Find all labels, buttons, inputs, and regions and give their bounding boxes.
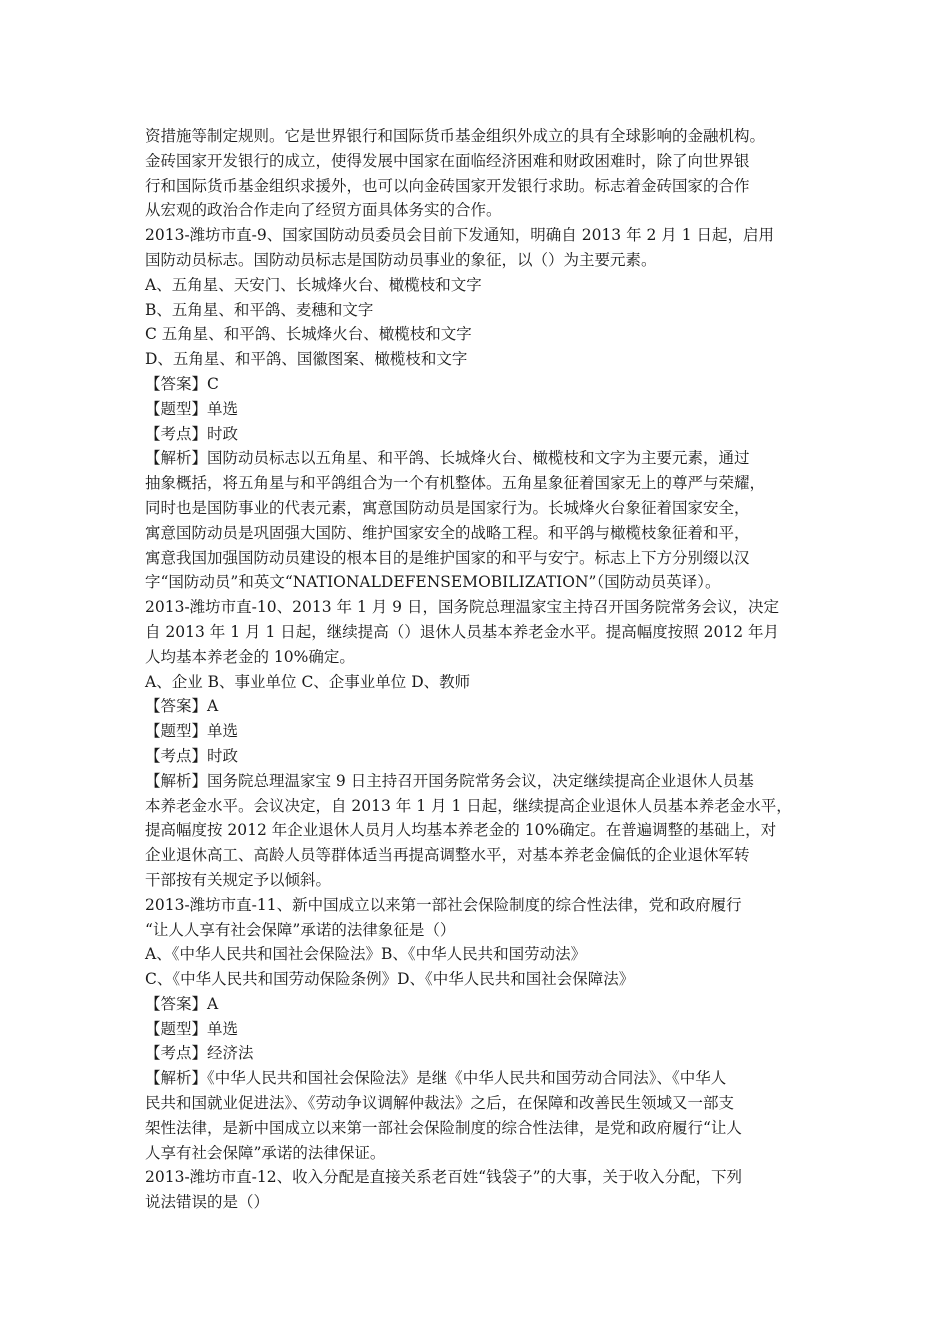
text-line: 资措施等制定规则。它是世界银行和国际货币基金组织外成立的具有全球影响的金融机构。	[145, 127, 766, 145]
question-line: “让人人享有社会保障”承诺的法律象征是（）	[145, 920, 456, 939]
question-line: 人均基本养老金的 10%确定。	[145, 647, 355, 666]
analysis-line: 本养老金水平。会议决定，自 2013 年 1 月 1 日起，继续提高企业退休人员基本养老金水平，	[145, 796, 792, 815]
answer-line: 【答案】C	[145, 374, 219, 393]
analysis-line: 【解析】国务院总理温家宝 9 日主持召开国务院常务会议，决定继续提高企业退休人员基	[145, 771, 754, 790]
analysis-line: 架性法律，是新中国成立以来第一部社会保险制度的综合性法律，是党和政府履行“让人	[145, 1118, 742, 1137]
question-line: 自 2013 年 1 月 1 日起，继续提高（）退休人员基本养老金水平。提高幅度按照 2012 年月	[145, 622, 780, 641]
analysis-line: 人享有社会保障”承诺的法律保证。	[145, 1143, 386, 1162]
analysis-line: 干部按有关规定予以倾斜。	[145, 870, 332, 889]
option-line: C、《中华人民共和国劳动保险条例》D、《中华人民共和国社会保障法》	[145, 970, 635, 989]
option-line: A、五角星、天安门、长城烽火台、橄榄枝和文字	[145, 275, 482, 294]
question-line: 2013-潍坊市直-9、国家国防动员委员会目前下发通知，明确自 2013 年 2 月 1 日起，启用	[145, 226, 775, 245]
analysis-line: 抽象概括，将五角星与和平鸽组合为一个有机整体。五角星象征着国家无上的尊严与荣耀，	[145, 474, 766, 493]
option-line: A、企业 B、事业单位 C、企事业单位 D、教师	[145, 672, 471, 691]
analysis-line: 寓意国防动员是巩固强大国防、维护国家安全的战略工程。和平鸽与橄榄枝象征着和平，	[145, 523, 750, 542]
analysis-line: 同时也是国防事业的代表元素，寓意国防动员是国家行为。长城烽火台象征着国家安全，	[145, 498, 750, 517]
analysis-line: 【解析】《中华人民共和国社会保险法》是继《中华人民共和国劳动合同法》、《中华人	[145, 1069, 727, 1088]
question-line: 2013-潍坊市直-11、新中国成立以来第一部社会保险制度的综合性法律，党和政府履行	[145, 895, 742, 914]
option-line: A、《中华人民共和国社会保险法》B、《中华人民共和国劳动法》	[145, 945, 587, 964]
option-line: D、五角星、和平鸽、国徽图案、橄榄枝和文字	[145, 350, 468, 369]
analysis-line: 企业退休高工、高龄人员等群体适当再提高调整水平，对基本养老金偏低的企业退休军转	[145, 846, 750, 865]
type-line: 【题型】单选	[145, 722, 239, 741]
topic-line: 【考点】经济法	[145, 1044, 254, 1063]
analysis-line: 寓意我国加强国防动员建设的根本目的是维护国家的和平与安宁。标志上下方分别缀以汉	[145, 548, 750, 567]
question-line: 国防动员标志。国防动员标志是国防动员事业的象征，以（）为主要元素。	[145, 250, 657, 269]
text-line: 金砖国家开发银行的成立，使得发展中国家在面临经济困难和财政困难时，除了向世界银	[145, 151, 750, 170]
document-body	[145, 124, 825, 1215]
type-line: 【题型】单选	[145, 399, 239, 418]
analysis-line: 【解析】国防动员标志以五角星、和平鸽、长城烽火台、橄榄枝和文字为主要元素，通过	[145, 449, 750, 468]
question-line: 2013-潍坊市直-10、2013 年 1 月 9 日，国务院总理温家宝主持召开国务院常务会议，决定	[145, 598, 779, 617]
analysis-line: 提高幅度按 2012 年企业退休人员月人均基本养老金的 10%确定。在普遍调整的基础上，对	[145, 821, 777, 840]
option-line: C 五角星、和平鸽、长城烽火台、橄榄枝和文字	[145, 325, 472, 344]
answer-line: 【答案】A	[145, 697, 219, 716]
type-line: 【题型】单选	[145, 1019, 239, 1038]
answer-line: 【答案】A	[145, 994, 219, 1013]
option-line: B、五角星、和平鸽、麦穗和文字	[145, 300, 374, 319]
question-line: 说法错误的是（）	[145, 1193, 270, 1212]
analysis-line: 民共和国就业促进法》、《劳动争议调解仲裁法》之后，在保障和改善民生领域又一部支	[145, 1094, 735, 1113]
text-line: 从宏观的政治合作走向了经贸方面具体务实的合作。	[145, 201, 502, 220]
question-line: 2013-潍坊市直-12、收入分配是直接关系老百姓“钱袋子”的大事，关于收入分配，下列	[145, 1168, 742, 1187]
topic-line: 【考点】时政	[145, 746, 239, 765]
text-line: 行和国际货币基金组织求援外，也可以向金砖国家开发银行求助。标志着金砖国家的合作	[145, 176, 750, 195]
topic-line: 【考点】时政	[145, 424, 239, 443]
analysis-line: 字“国防动员”和英文“NATIONALDEFENSEMOBILIZATION”（国防动员英译）。	[145, 573, 721, 592]
